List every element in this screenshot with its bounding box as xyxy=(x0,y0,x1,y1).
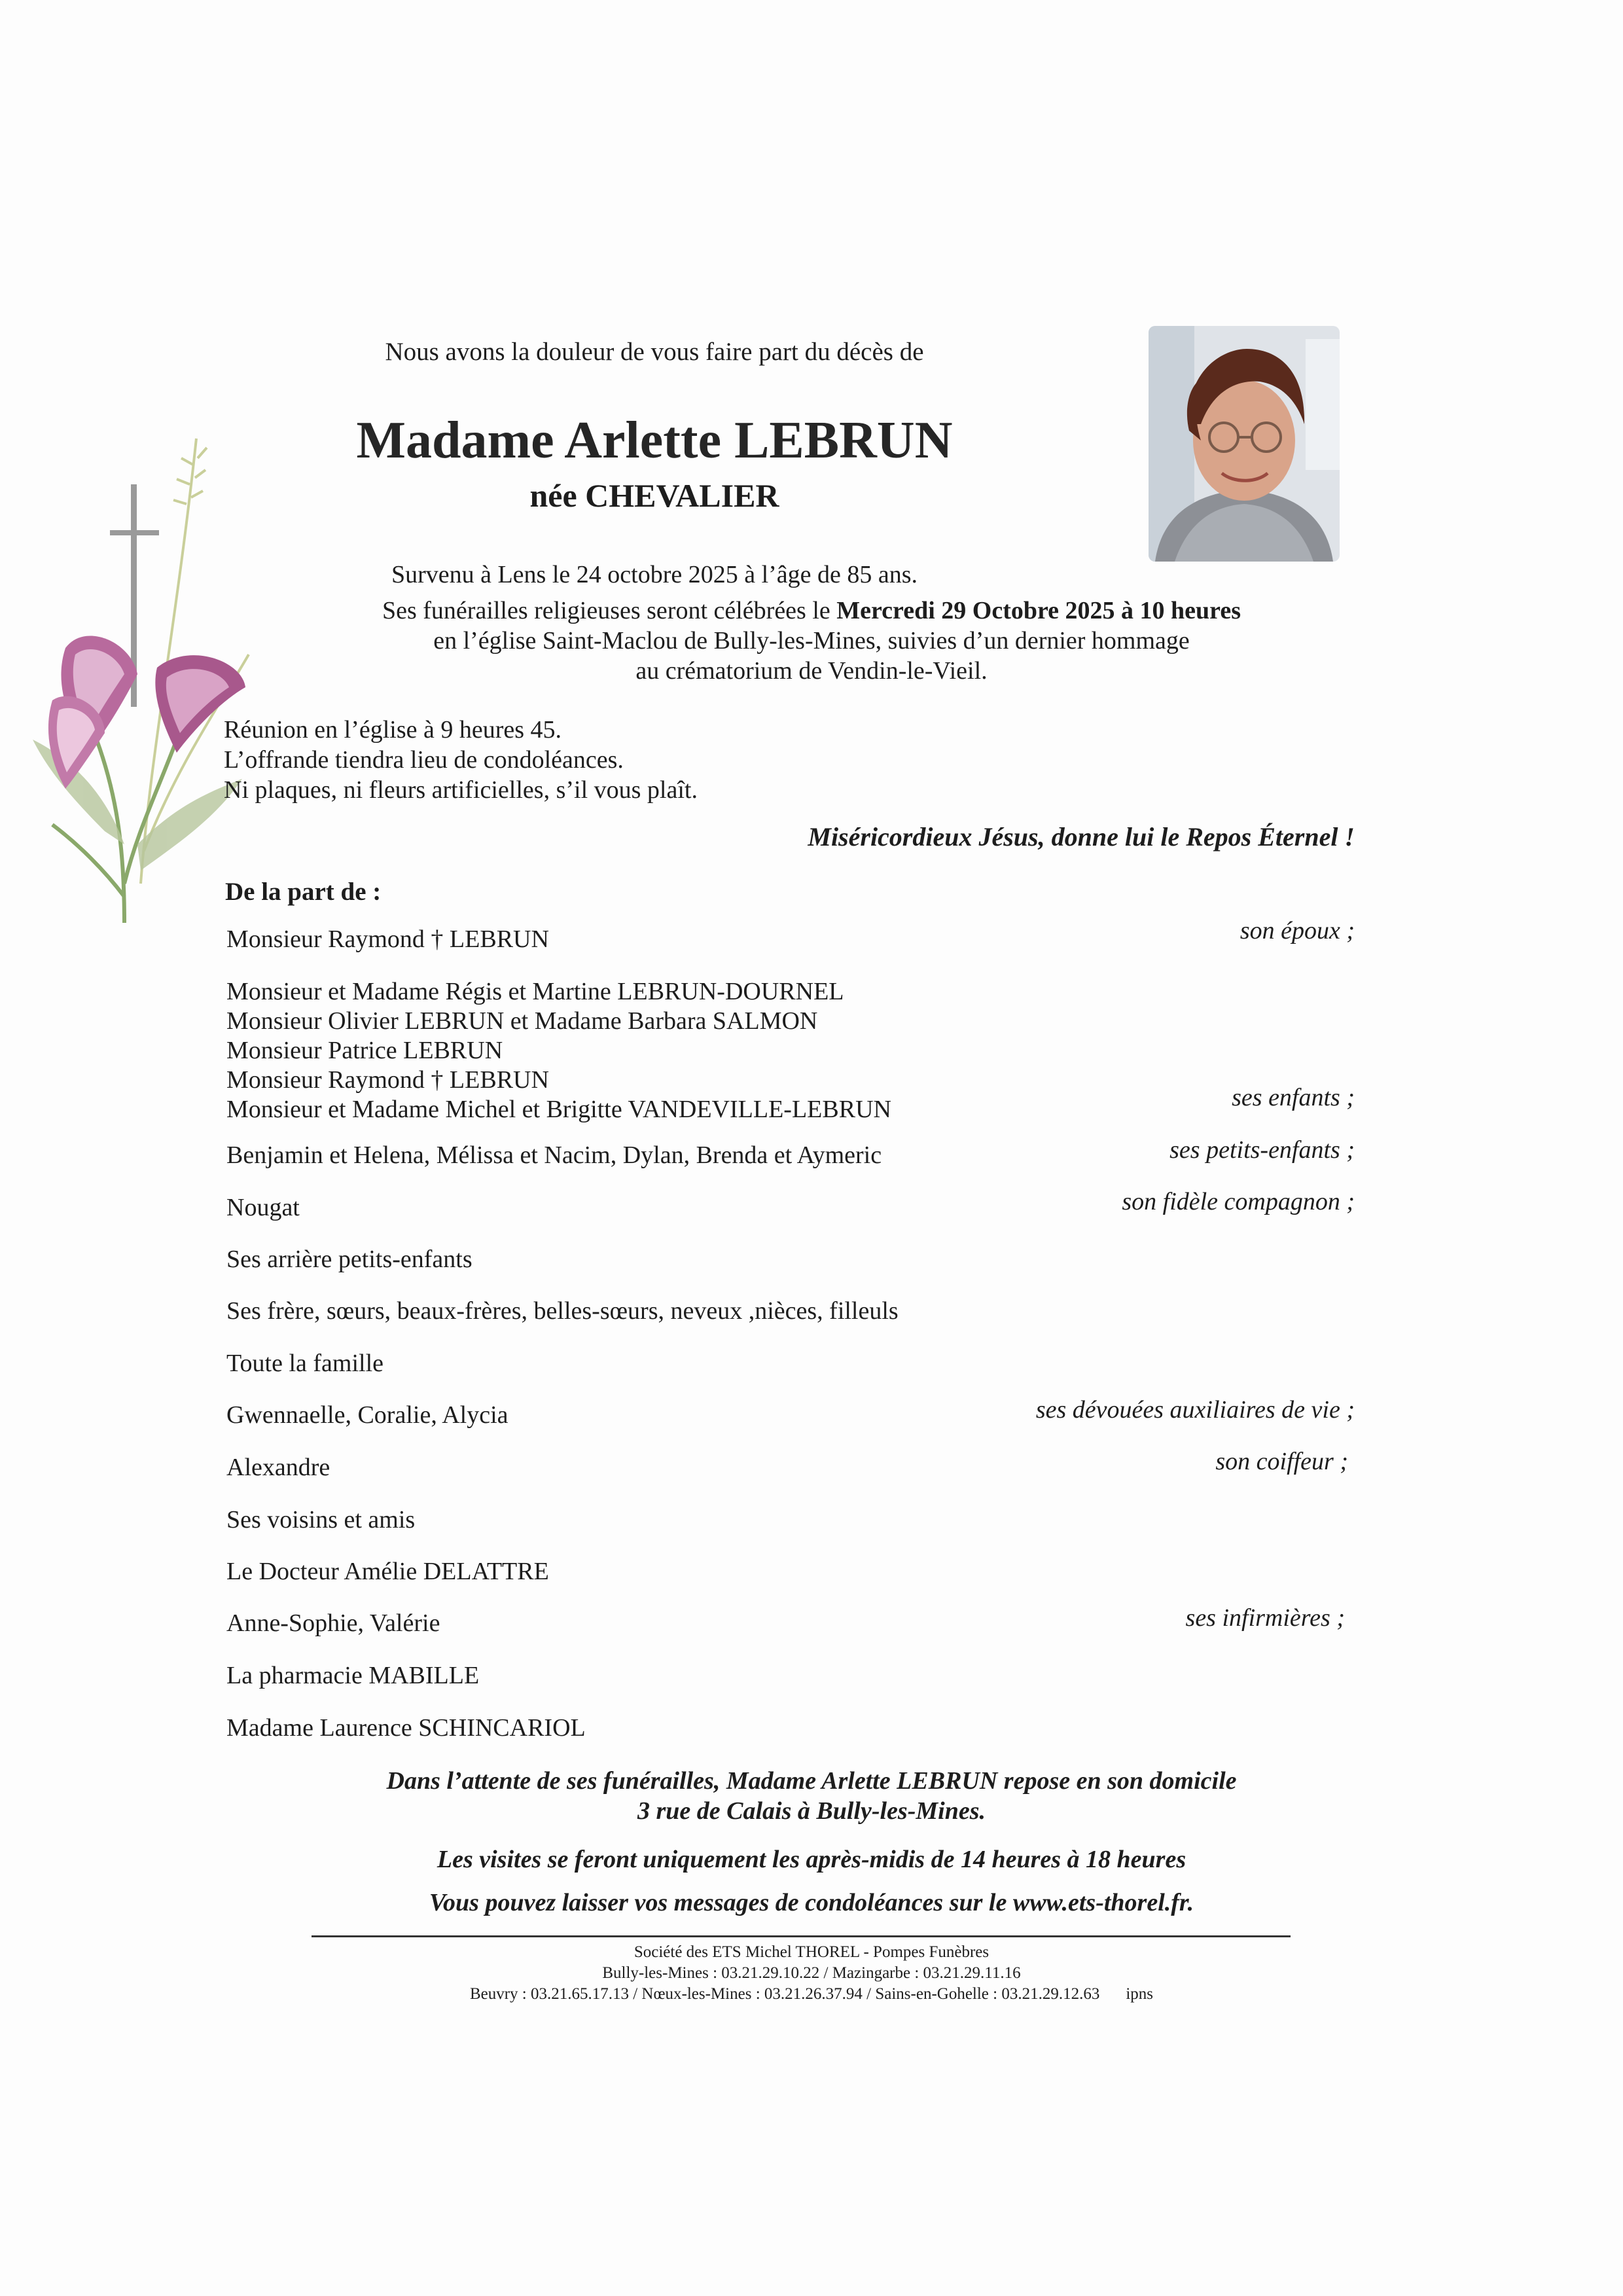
deceased-name: Madame Arlette LEBRUN xyxy=(356,412,953,469)
closing-line-4: Vous pouvez laisser vos messages de condoléances sur le www.ets-thorel.fr. xyxy=(429,1889,1194,1916)
child-3: Monsieur Patrice LEBRUN xyxy=(226,1037,503,1064)
portrait-photo xyxy=(1149,326,1340,562)
funeral-line-2: en l’église Saint-Maclou de Bully-les-Mines, suivies d’un dernier hommage xyxy=(433,627,1190,655)
child-2: Monsieur Olivier LEBRUN et Madame Barbara SALMON xyxy=(226,1007,818,1035)
footer-tag: ipns xyxy=(1126,1985,1154,2003)
doctor: Le Docteur Amélie DELATTRE xyxy=(226,1558,549,1585)
family: Toute la famille xyxy=(226,1350,384,1377)
nurses-relation: ses infirmières ; xyxy=(1185,1604,1345,1632)
footer-phones-2-text: Beuvry : 03.21.65.17.13 / Nœux-les-Mines : 03.21.26.37.94 / Sains-en-Gohelle : 03.21.29.12.63 xyxy=(469,1985,1100,2003)
footer-divider xyxy=(312,1935,1291,1937)
maiden-name: née CHEVALIER xyxy=(529,477,779,514)
other-mourner: Madame Laurence SCHINCARIOL xyxy=(226,1714,586,1742)
companion-name: Nougat xyxy=(226,1194,300,1221)
intro-text: Nous avons la douleur de vous faire part du décès de xyxy=(385,338,924,366)
children-list xyxy=(226,977,891,1124)
grandchildren-names: Benjamin et Helena, Mélissa et Nacim, Dylan, Brenda et Aymeric xyxy=(226,1141,882,1169)
footer-phones-2 xyxy=(0,1984,1623,2005)
child-5: Monsieur et Madame Michel et Brigitte VANDEVILLE-LEBRUN xyxy=(226,1096,891,1123)
footer-company: Société des ETS Michel THOREL - Pompes Funèbres xyxy=(633,1943,990,1961)
siblings: Ses frère, sœurs, beaux-frères, belles-sœurs, neveux ,nièces, filleuls xyxy=(226,1297,899,1325)
prayer-text: Miséricordieux Jésus, donne lui le Repos Éternel ! xyxy=(808,822,1355,852)
child-4: Monsieur Raymond † LEBRUN xyxy=(226,1066,549,1094)
aides-names: Gwennaelle, Coralie, Alycia xyxy=(226,1401,508,1429)
hairdresser-relation: son coiffeur ; xyxy=(1215,1448,1348,1475)
funeral-line-3: au crématorium de Vendin-le-Vieil. xyxy=(635,657,988,685)
companion-relation: son fidèle compagnon ; xyxy=(1122,1188,1355,1215)
aides-relation: ses dévouées auxiliaires de vie ; xyxy=(1035,1396,1355,1424)
child-1: Monsieur et Madame Régis et Martine LEBRUN-DOURNEL xyxy=(226,978,844,1005)
grandchildren-relation: ses petits-enfants ; xyxy=(1169,1136,1355,1164)
footer-phones-1: Bully-les-Mines : 03.21.29.10.22 / Mazingarbe : 03.21.29.11.16 xyxy=(602,1964,1021,1982)
great-grandchildren: Ses arrière petits-enfants xyxy=(226,1246,473,1273)
nurses-names: Anne-Sophie, Valérie xyxy=(226,1609,440,1637)
note-flowers: Ni plaques, ni fleurs artificielles, s’il vous plaît. xyxy=(224,776,698,804)
note-offering: L’offrande tiendra lieu de condoléances. xyxy=(224,746,624,774)
spouse-name: Monsieur Raymond † LEBRUN xyxy=(226,925,549,953)
note-gathering: Réunion en l’église à 9 heures 45. xyxy=(224,716,562,744)
funeral-prefix: Ses funérailles religieuses seront célébrées le xyxy=(382,597,837,624)
funeral-line-1 xyxy=(157,596,1466,626)
closing-line-1: Dans l’attente de ses funérailles, Madame Arlette LEBRUN repose en son domicile xyxy=(386,1767,1237,1795)
funeral-date: Mercredi 29 Octobre 2025 à 10 heures xyxy=(836,597,1241,624)
closing-line-3: Les visites se feront uniquement les après-midis de 14 heures à 18 heures xyxy=(437,1846,1186,1873)
from-title: De la part de : xyxy=(225,878,382,906)
death-notice: Survenu à Lens le 24 octobre 2025 à l’âge de 85 ans. xyxy=(391,561,918,588)
notes-block xyxy=(224,715,698,805)
closing-line-2: 3 rue de Calais à Bully-les-Mines. xyxy=(637,1797,986,1825)
pharmacy: La pharmacie MABILLE xyxy=(226,1662,480,1689)
neighbors: Ses voisins et amis xyxy=(226,1506,416,1534)
hairdresser-name: Alexandre xyxy=(226,1454,330,1481)
spouse-relation: son époux ; xyxy=(1240,917,1355,944)
children-relation: ses enfants ; xyxy=(1232,1084,1355,1111)
